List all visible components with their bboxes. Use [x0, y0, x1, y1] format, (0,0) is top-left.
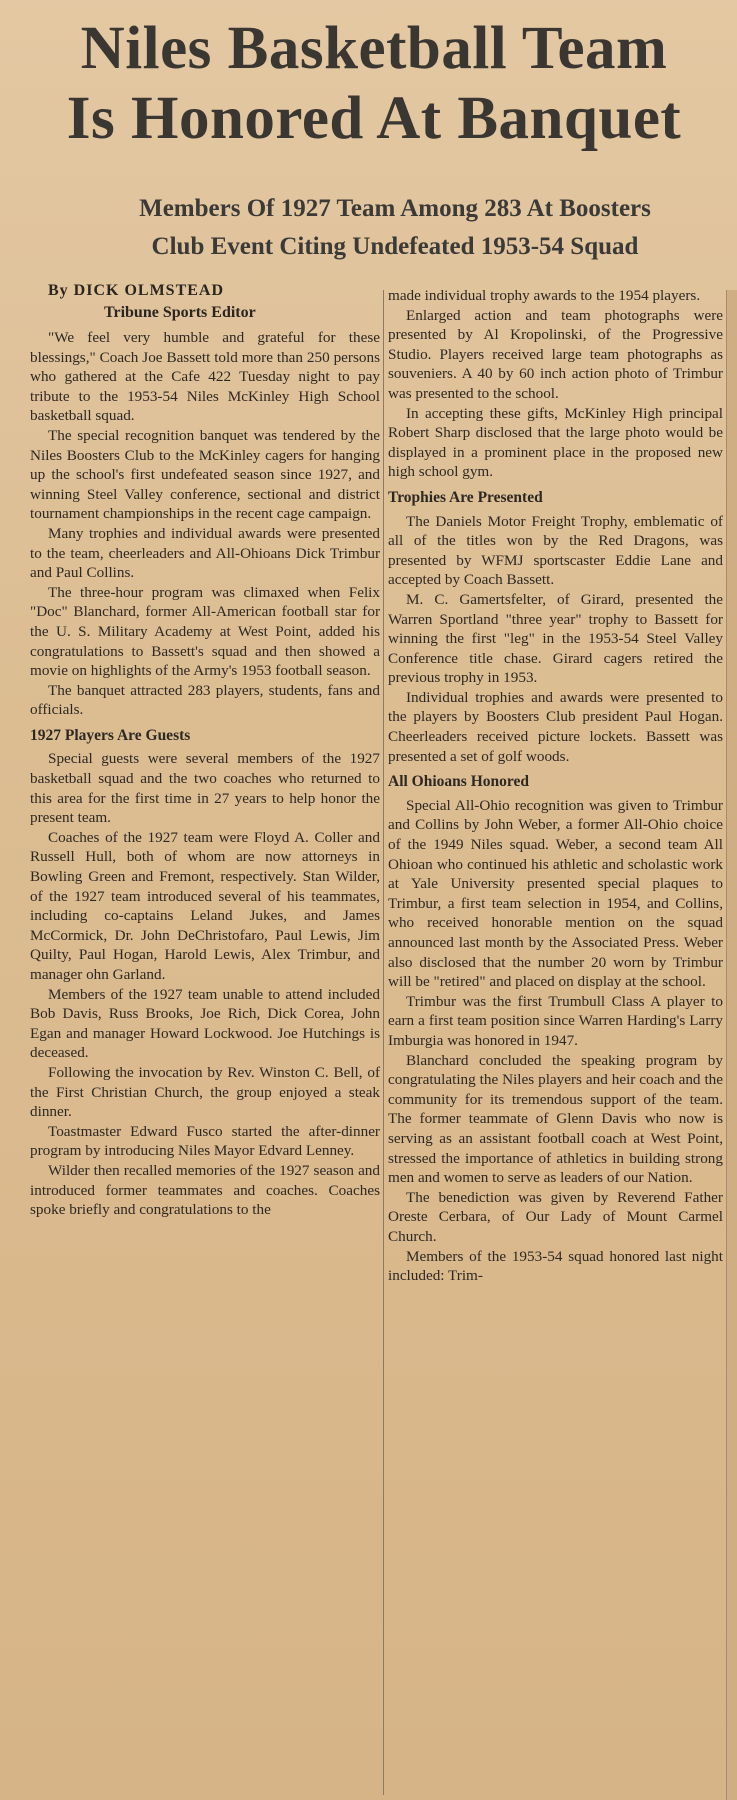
headline: [24, 14, 724, 154]
paragraph: Toastmaster Edward Fusco started the after-dinner program by introducing Niles Mayor Edvard Lenney.: [30, 1122, 380, 1160]
section-subhead: All Ohioans Honored: [388, 773, 529, 791]
paragraph: made individual trophy awards to the 1954 players.: [388, 287, 701, 304]
paragraph: The special recognition banquet was tendered by the Niles Boosters Club to the McKinley cagers for hanging up the school's first undefeated season since 1927, and winning Steel Valley conference, sectional and district tournament championships in the recent cage campaign.: [30, 426, 380, 523]
paragraph: Enlarged action and team photographs were presented by Al Kropolinski, of the Progressive Studio. Players received large team photographs as souveniers. A 40 by 60 inch action photo of Trimbur was presented to the school.: [388, 306, 723, 402]
column-rule: [383, 290, 384, 1795]
paragraph: The Daniels Motor Freight Trophy, emblematic of all of the titles won by the Red Dragons, was presented by WFMJ sportscaster Eddie Lane and accepted by Coach Bassett.: [388, 512, 723, 589]
deck-line-1: Members Of 1927 Team Among 283 At Boosters: [139, 195, 651, 222]
paragraph: Following the invocation by Rev. Winston C. Bell, of the First Christian Church, the group enjoyed a steak dinner.: [30, 1063, 380, 1121]
paragraph: The banquet attracted 283 players, students, fans and officials.: [30, 681, 380, 719]
section-subhead: Trophies Are Presented: [388, 488, 543, 506]
paragraph: In accepting these gifts, McKinley High principal Robert Sharp disclosed that the large photo would be displayed in a prominent place in the proposed new high school gym.: [388, 404, 723, 481]
byline: [48, 280, 378, 324]
byline-author: By DICK OLMSTEAD: [48, 282, 225, 299]
article-column-2: [388, 286, 723, 1286]
paragraph: Individual trophies and awards were presented to the players by Boosters Club president Paul Hogan. Cheerleaders received picture lockets. Bassett was presented a set of golf woods.: [388, 688, 723, 765]
headline-line-1: Niles Basketball Team: [80, 15, 668, 82]
paragraph: The three-hour program was climaxed when Felix "Doc" Blanchard, former All-American football star for the U. S. Military Academy at West Point, added his congratulations to Bassett's squad and then showed a movie on highlights of the Army's 1953 football season.: [30, 583, 380, 680]
paragraph: The benediction was given by Reverend Father Oreste Cerbara, of Our Lady of Mount Carmel Church.: [388, 1188, 723, 1245]
paragraph: Blanchard concluded the speaking program by congratulating the Niles players and heir coach and the community for its tremendous support of the team. The former teammate of Glenn Davis who now is serving as an assistant football coach at West Point, stressed the importance of athletics in building strong men and women to serve as leaders of our Nation.: [388, 1051, 723, 1187]
subheadline-deck: [60, 190, 730, 266]
byline-title: Tribune Sports Editor: [104, 304, 256, 321]
paragraph: M. C. Gamertsfelter, of Girard, presented the Warren Sportland "three year" trophy to Bassett for winning the first "leg" in the 1953-54 Steel Valley Conference title chase. Girard cagers retired the previous trophy in 1953.: [388, 590, 723, 687]
paragraph: Many trophies and individual awards were presented to the team, cheerleaders and All-Ohioans Dick Trimbur and Paul Collins.: [30, 524, 380, 582]
paragraph: "We feel very humble and grateful for these blessings," Coach Joe Bassett told more than 250 persons who gathered at the Cafe 422 Tuesday night to pay tribute to the 1953-54 Niles McKinley High School basketball squad.: [30, 329, 380, 425]
paragraph: Members of the 1927 team unable to attend included Bob Davis, Russ Brooks, Joe Rich, Dick Corea, John Egan and manager Howard Lockwood. Joe Hutchings is deceased.: [30, 985, 380, 1062]
paragraph: Coaches of the 1927 team were Floyd A. Coller and Russell Hull, both of whom are now attorneys in Bowling Green and Fremont, respectively. Stan Wilder, of the 1927 team introduced several of his teammates, including co-captains Leland Jukes, and James McCormick, Dr. John DeChristofaro, Paul Lewis, Jim Quilty, Paul Hogan, Harold Lewis, Alex Trimbur, and manager ohn Garland.: [30, 828, 380, 983]
paragraph: Trimbur was the first Trumbull Class A player to earn a first team position since Warren Harding's Larry Imburgia was honored in 1947.: [388, 992, 723, 1049]
paragraph: Special guests were several members of the 1927 basketball squad and the two coaches who returned to this area for the first time in 27 years to help honor the present team.: [30, 750, 380, 827]
article-column-1: [30, 328, 380, 1220]
section-subhead: 1927 Players Are Guests: [30, 726, 191, 744]
adjacent-clipping-edge: [726, 290, 737, 1800]
paragraph: Special All-Ohio recognition was given to Trimbur and Collins by John Weber, a former All-Ohio choice of the 1949 Niles squad. Weber, a second team All Ohioan who continued his athletic and scholastic work at Yale University presented special plaques to Trimbur, a first team selection in 1954, and Collins, who received honorable mention on the squad announced last month by the Associated Press. Weber also disclosed that the number 20 worn by Trimbur will be "retired" and placed on display at the school.: [388, 796, 723, 991]
paragraph: Members of the 1953-54 squad honored last night included: Trim-: [388, 1247, 723, 1285]
deck-line-2: Club Event Citing Undefeated 1953-54 Squad: [151, 233, 639, 260]
headline-line-2: Is Honored At Banquet: [66, 85, 682, 152]
paragraph: Wilder then recalled memories of the 1927 season and introduced former teammates and coaches. Coaches spoke briefly and congratulations to the: [30, 1161, 380, 1219]
